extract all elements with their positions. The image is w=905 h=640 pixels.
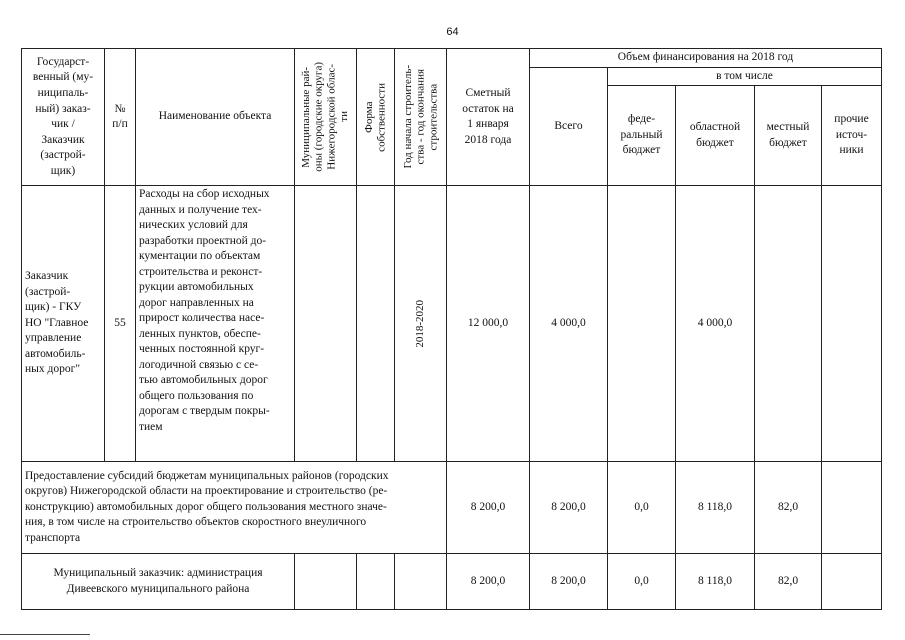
row-regional: 8 118,0 [676, 554, 755, 610]
row-description: Муниципальный заказчик: администрация Дивеевского муниципального района [22, 554, 295, 610]
row-estimated-balance: 8 200,0 [447, 554, 530, 610]
row-districts [295, 554, 357, 610]
row-regional: 8 118,0 [676, 462, 755, 554]
header-estimated-balance: Сметный остаток на 1 января 2018 года [447, 49, 530, 186]
header-other: прочие источ- ники [822, 86, 882, 186]
row-other [822, 462, 882, 554]
header-total: Всего [530, 67, 608, 186]
header-years-text: Год начала строитель- ства - год окончания строительства [401, 65, 439, 169]
table-row [22, 462, 882, 554]
row-federal [608, 186, 676, 462]
row-estimated-balance: 12 000,0 [447, 186, 530, 462]
row-local [755, 186, 822, 462]
table-row [22, 554, 882, 610]
header-ownership [357, 49, 395, 186]
table-row [22, 186, 882, 462]
row-local: 82,0 [755, 554, 822, 610]
row-years-text: 2018-2020 [414, 299, 427, 348]
row-years [395, 554, 447, 610]
row-other [822, 186, 882, 462]
row-regional: 4 000,0 [676, 186, 755, 462]
row-total: 8 200,0 [530, 462, 608, 554]
row-customer: Заказчик (застрой- щик) - ГКУ НО "Главное управление автомобиль- ных дорог" [22, 186, 105, 462]
row-federal: 0,0 [608, 462, 676, 554]
row-ownership [357, 186, 395, 462]
row-total: 8 200,0 [530, 554, 608, 610]
header-number: № п/п [105, 49, 136, 186]
row-description: Предоставление субсидий бюджетам муниципальных районов (городских округов) Нижегородской области на проектирование и строительство (ре- конструкцию) автомобильных дорог общего пользования местного значе- ния, в том числе на строительство объектов скоростного внеуличного транспорта [22, 462, 447, 554]
row-ownership [357, 554, 395, 610]
header-districts-text: Муниципальные рай- оны (городские округа) Нижегородской облас- ти [300, 62, 351, 172]
financing-table [21, 48, 882, 610]
row-total: 4 000,0 [530, 186, 608, 462]
row-local: 82,0 [755, 462, 822, 554]
header-customer: Государст- венный (му- ниципаль- ный) заказ- чик / Заказчик (застрой- щик) [22, 49, 105, 186]
row-other [822, 554, 882, 610]
row-federal: 0,0 [608, 554, 676, 610]
header-federal: феде- ральный бюджет [608, 86, 676, 186]
page-number: 64 [446, 26, 459, 38]
row-districts [295, 186, 357, 462]
row-object-name: Расходы на сбор исходных данных и получение тех- нических условий для разработки проектной до- кументации по объектам строительства и реконст- рукции автомобильных дорог направленных на прирост количества насе- ленных пунктов, обеспе- ченных постоянной круг- логодичной связью с се- тью автомобильных дорог общего пользования по дорогам с твердым покры- тием [136, 186, 295, 462]
header-ownership-text: Форма собственности [362, 82, 388, 152]
header-including: в том числе [608, 67, 882, 86]
header-object-name: Наименование объекта [136, 49, 295, 186]
row-estimated-balance: 8 200,0 [447, 462, 530, 554]
row-years [395, 186, 447, 462]
header-years [395, 49, 447, 186]
header-districts [295, 49, 357, 186]
header-financing-group: Объем финансирования на 2018 год [530, 49, 882, 68]
row-number: 55 [105, 186, 136, 462]
header-local: местный бюджет [755, 86, 822, 186]
header-regional: областной бюджет [676, 86, 755, 186]
footer-divider [0, 634, 90, 635]
